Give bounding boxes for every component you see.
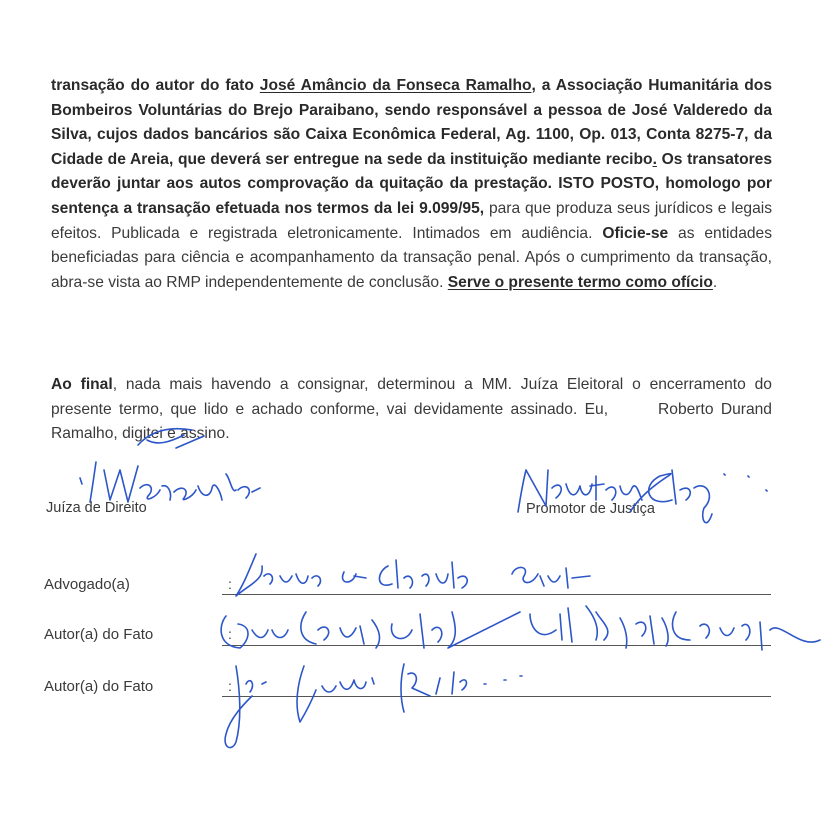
clerk-initials-signature	[138, 429, 204, 448]
party-label-author-2: Autor(a) do Fato	[44, 678, 154, 695]
party-label-author-1: Autor(a) do Fato	[44, 626, 154, 643]
party-colon-author-2: :	[228, 678, 232, 694]
p2-s1: Ao final	[51, 376, 113, 393]
p1-s1: transação do autor do fato	[51, 77, 260, 94]
p1-s3: , a Associação Humanitária dos Bombeiros Voluntárias do Brejo Paraibano, sendo responsável a pessoa de José Valderedo da Silva, cujos dados bancários são Caixa Econômica Federal, Ag. 1100, Op. 013, Conta 8275-7, da Cidade de Areia, que deverá ser entregue na sede da instituição mediante recibo	[51, 77, 773, 168]
author-1-signature	[221, 606, 820, 650]
party-label-lawyer: Advogado(a)	[44, 576, 130, 593]
p2-s3: Roberto Durand Ramalho, digitei e assino.	[51, 400, 772, 443]
p2-s2: , nada mais havendo a consignar, determinou a MM. Juíza Eleitoral o encerramento do presente termo, que lido e achado conforme, vai devidamente assinado. Eu,	[51, 376, 772, 418]
serve-as-office-text: Serve o presente termo como ofício	[447, 273, 713, 291]
party-colon-lawyer: :	[228, 576, 232, 592]
lawyer-signature	[236, 554, 590, 596]
p1-s7: Oficie-se	[602, 224, 669, 242]
p1-s6: para que produza seus jurídicos e legais efeitos. Publicada e registrada eletronicamente. Intimados em audiência.	[51, 199, 773, 242]
p1-s4: .	[652, 150, 657, 168]
prosecutor-label: Promotor de Justiça	[526, 501, 655, 517]
author-name: José Amâncio da Fonseca Ramalho	[259, 77, 532, 94]
judge-label: Juíza de Direito	[46, 500, 147, 516]
p1-s8: as entidades beneficiadas para ciência e acompanhamento da transação penal. Após o cumprimento da transação, abra-se vista ao RMP independentemente de conclusão.	[51, 224, 773, 291]
judge-signature	[80, 462, 260, 502]
party-colon-author-1: :	[228, 626, 232, 642]
p1-s10: .	[712, 273, 718, 291]
prosecutor-signature	[518, 470, 767, 523]
p1-s5: Os transatores deverão juntar aos autos comprovação da quitação da prestação. ISTO POSTO, homologo por sentença a transação efetuada nos termos da lei 9.099/95,	[51, 150, 773, 217]
author-2-signature	[225, 664, 522, 748]
